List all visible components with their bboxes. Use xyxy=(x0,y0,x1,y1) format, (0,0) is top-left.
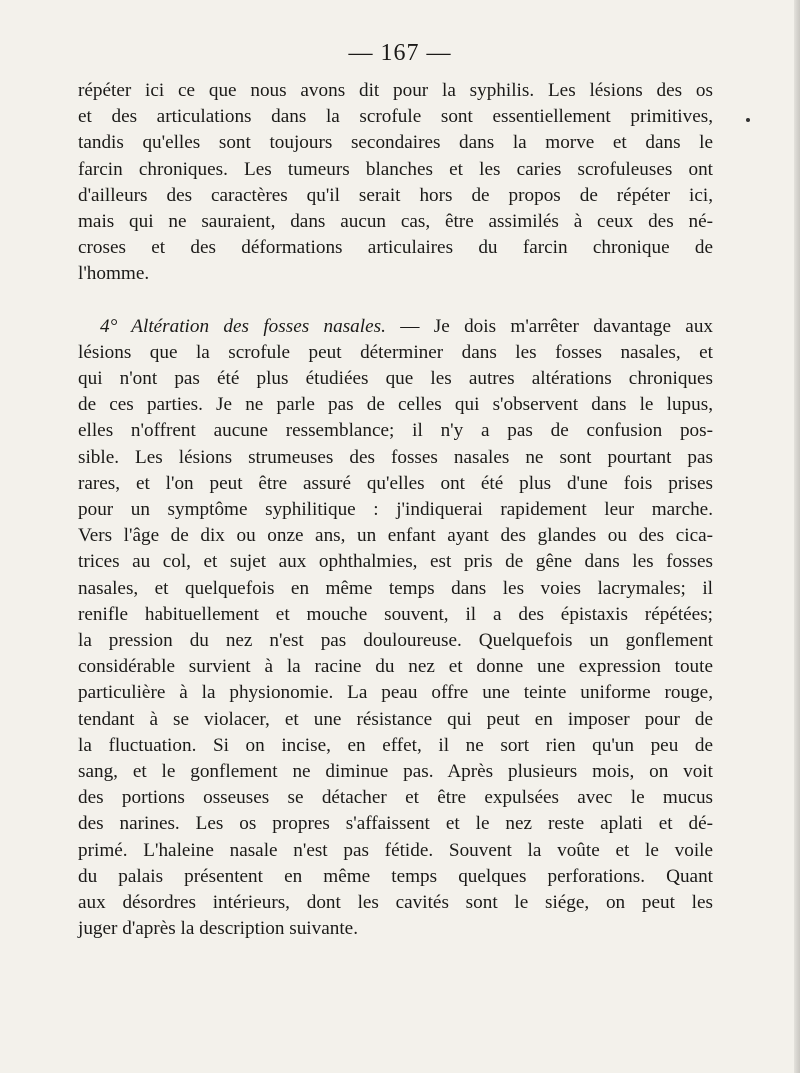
body-text xyxy=(78,78,713,943)
text-line: farcin chroniques. Les tumeurs blanches et les caries scrofuleuses ont xyxy=(78,158,713,180)
text-line: tandis qu'elles sont toujours secondaires dans la morve et dans le xyxy=(78,132,713,154)
text-line: et des articulations dans la scrofule sont essentiellement primitives, xyxy=(78,106,713,128)
paragraph-2-first-line xyxy=(78,314,713,340)
text-line: sible. Les lésions strumeuses des fosses nasales ne sont pourtant pas xyxy=(78,446,713,468)
text-line: l'homme. xyxy=(78,263,150,285)
text-line: juger d'après la description suivante. xyxy=(78,918,358,940)
text-line: des narines. Les os propres s'affaissent et le nez reste aplati et dé- xyxy=(78,813,713,835)
text-line: tendant à se violacer, et une résistance qui peut en imposer pour de xyxy=(78,708,713,730)
ink-dot xyxy=(746,118,750,122)
text-line: d'ailleurs des caractères qu'il serait hors de propos de répéter ici, xyxy=(78,184,713,206)
text-line: des portions osseuses se détacher et être expulsées avec le mucus xyxy=(78,787,713,809)
page-number: — 167 — xyxy=(348,40,452,66)
text-line: sang, et le gonflement ne diminue pas. Après plusieurs mois, on voit xyxy=(78,761,713,783)
text-line: particulière à la physionomie. La peau offre une teinte uniforme rouge, xyxy=(78,682,713,704)
text-line: aux désordres intérieurs, dont les cavités sont le siége, on peut les xyxy=(78,892,713,914)
text-line: qui n'ont pas été plus étudiées que les autres altérations chroniques xyxy=(78,368,713,390)
text-line: lésions que la scrofule peut déterminer dans les fosses nasales, et xyxy=(78,341,713,363)
paragraph-1 xyxy=(78,78,713,288)
text-line: trices au col, et sujet aux ophthalmies, est pris de gêne dans les fosses xyxy=(78,551,713,573)
text-line: nasales, et quelquefois en même temps dans les voies lacrymales; il xyxy=(78,577,713,599)
section-heading: 4° Altération des fosses nasales. xyxy=(100,315,386,337)
text-line: du palais présentent en même temps quelques perforations. Quant xyxy=(78,865,713,887)
text-line: croses et des déformations articulaires du farcin chronique de xyxy=(78,237,713,259)
text-line: la pression du nez n'est pas douloureuse. Quelquefois un gonflement xyxy=(78,630,713,652)
text-line: primé. L'haleine nasale n'est pas fétide. Souvent la voûte et le voile xyxy=(78,839,713,861)
text-line: renifle habituellement et mouche souvent, il a des épistaxis répétées; xyxy=(78,603,713,625)
paragraph-2 xyxy=(78,314,713,943)
text-line: la fluctuation. Si on incise, en effet, il ne sort rien qu'un peu de xyxy=(78,734,713,756)
text-line: rares, et l'on peut être assuré qu'elles ont été plus d'une fois prises xyxy=(78,472,713,494)
text-line: Vers l'âge de dix ou onze ans, un enfant ayant des glandes ou des cica- xyxy=(78,525,713,547)
text-line: mais qui ne sauraient, dans aucun cas, être assimilés à ceux des né- xyxy=(78,211,713,233)
text-line: pour un symptôme syphilitique : j'indiquerai rapidement leur marche. xyxy=(78,499,713,521)
heading-continuation: — Je dois m'arrêter davantage aux xyxy=(385,315,714,337)
text-line: considérable survient à la racine du nez et donne une expression toute xyxy=(78,656,713,678)
text-line: répéter ici ce que nous avons dit pour la syphilis. Les lésions des os xyxy=(78,80,713,101)
text-line: de ces parties. Je ne parle pas de celles qui s'observent dans le lupus, xyxy=(78,394,713,416)
text-line: elles n'offrent aucune ressemblance; il n'y a pas de confusion pos- xyxy=(78,420,713,442)
